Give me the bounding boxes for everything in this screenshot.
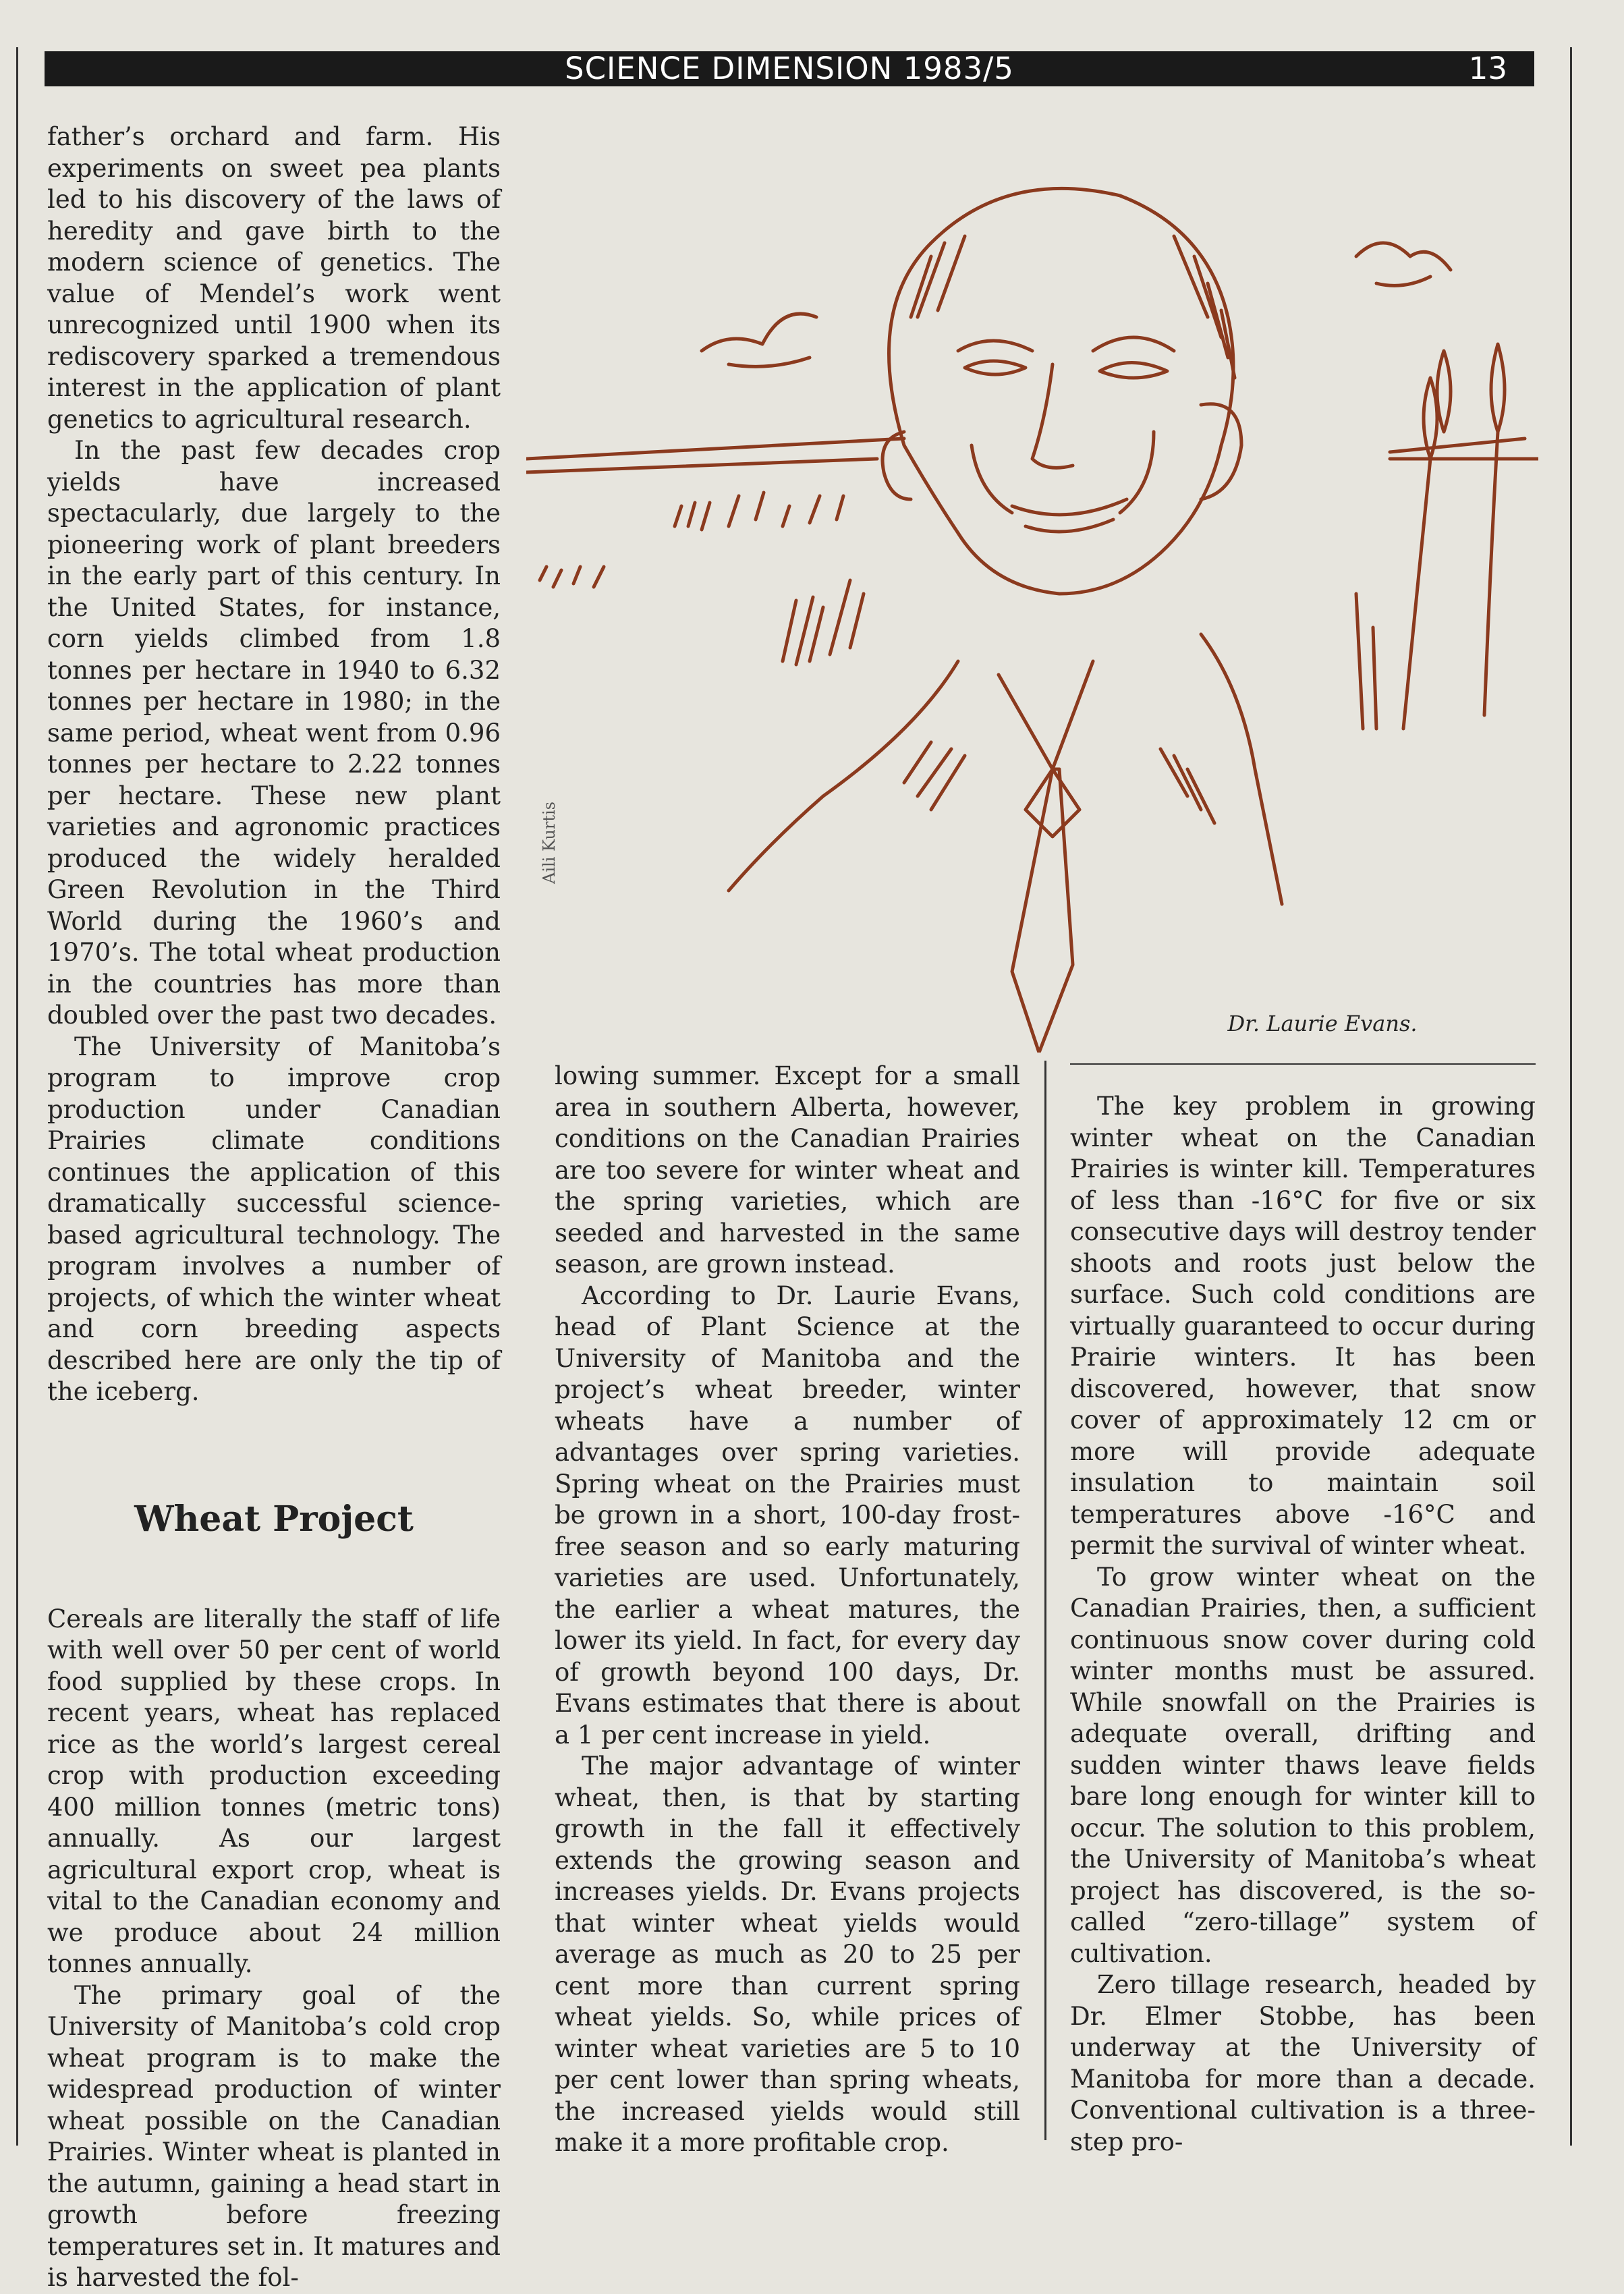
publication-title: SCIENCE DIMENSION 1983/5 [565,51,1014,86]
paragraph: lowing summer. Except for a small area in southern Alberta, however, conditions on the Canadian Prairies are too severe for winter wheat and the spring varieties, which are seeded and harvested in the same season, are grown instead. [555,1061,1020,1279]
paragraph: According to Dr. Laurie Evans, head of Plant Science at the University of Manitoba and the project’s wheat breeder, winter wheats have a number of advantages over spring varieties. Spring wheat on the Prairies must be grown in a short, 100-day frost-free season and so early maturing varieties are used. Unfortunately, the earlier a wheat matures, the lower its yield. In fact, for every day of growth beyond 100 days, Dr. Evans estimates that there is about a 1 per cent increase in yield. [555,1281,1020,1750]
running-header [45,51,1534,86]
paragraph: The University of Manitoba’s program to improve crop production under Canadian Prairies climate conditions continues the application of this dramatically successful science-based agricultural technology. The program involves a number of projects, of which the winter wheat and corn breeding aspects described here are only the tip of the iceberg. [47,1032,501,1406]
caption-rule [1070,1063,1536,1065]
column-3 [1070,1091,1536,2158]
paragraph: To grow winter wheat on the Canadian Prairies, then, a sufficient continuous snow cover during cold winter months must be assured. While snowfall on the Prairies is adequate overall, drifting and sudden winter thaws leave fields bare long enough for winter kill to occur. The solution to this problem, the University of Manitoba’s wheat project has discovered, is the so-called “zero-tillage” system of cultivation. [1070,1562,1536,1968]
column-2 [555,1061,1020,2159]
paragraph: The primary goal of the University of Manitoba’s cold crop wheat program is to make the widespread production of winter wheat possible on the Canadian Prairies. Winter wheat is planted in the autumn, gaining a head start in growth before freezing temperatures set in. It matures and is harvested the fol- [47,1980,501,2292]
illustration-credit: Aili Kurtis [540,802,559,884]
section-heading: Wheat Project [134,1498,414,1540]
page-number: 13 [1468,51,1507,86]
paragraph: Cereals are literally the staff of life with well over 50 per cent of world food supplied by these crops. In recent years, wheat has replaced rice as the world’s largest cereal crop with production exceeding 400 million tonnes (metric tons) annually. As our largest agricultural export crop, wheat is vital to the Canadian economy and we produce about 24 million tonnes annually. [47,1604,501,1978]
column-rule [1044,1061,1046,2140]
paragraph: father’s orchard and farm. His experiments on sweet pea plants led to his discovery of the laws of heredity and gave birth to the modern science of genetics. The value of Mendel’s work went unrecognized until 1900 when its rediscovery sparked a tremendous interest in the application of plant genetics to agricultural research. [47,122,501,434]
illustration-caption: Dr. Laurie Evans. [1227,1011,1418,1036]
paragraph: In the past few decades crop yields have increased spectacularly, due largely to the pioneering work of plant breeders in the early part of this century. In the United States, for instance, corn yields climbed from 1.8 tonnes per hectare in 1940 to 6.32 tonnes per hectare in 1980; in the same period, wheat went from 0.96 tonnes per hectare to 2.22 tonnes per hectare. These new plant varieties and agronomic practices produced the widely heralded Green Revolution in the Third World during the 1960’s and 1970’s. The total wheat production in the countries has more than doubled over the past two decades. [47,436,501,1030]
column-1 [47,121,501,2294]
portrait-illustration [526,121,1538,1053]
paragraph: The major advantage of winter wheat, then, is that by starting growth in the fall it effectively extends the growing season and increases yields. Dr. Evans projects that winter wheat yields would average as much as 20 to 25 per cent more than current spring wheat yields. So, while prices of winter wheat varieties are 5 to 10 per cent lower than spring wheats, the increased yields would still make it a more profitable crop. [555,1752,1020,2157]
paragraph: Zero tillage research, headed by Dr. Elmer Stobbe, has been underway at the University of Manitoba for more than a decade. Conventional cultivation is a three-step pro- [1070,1970,1536,2156]
paragraph: The key problem in growing winter wheat on the Canadian Prairies is winter kill. Temperatures of less than -16°C for five or six consecutive days will destroy tender shoots and roots just below the surface. Such cold conditions are virtually guaranteed to occur during Prairie winters. It has been discovered, however, that snow cover of approximately 12 cm or more will provide adequate insulation to maintain soil temperatures above -16°C and permit the survival of winter wheat. [1070,1092,1536,1560]
